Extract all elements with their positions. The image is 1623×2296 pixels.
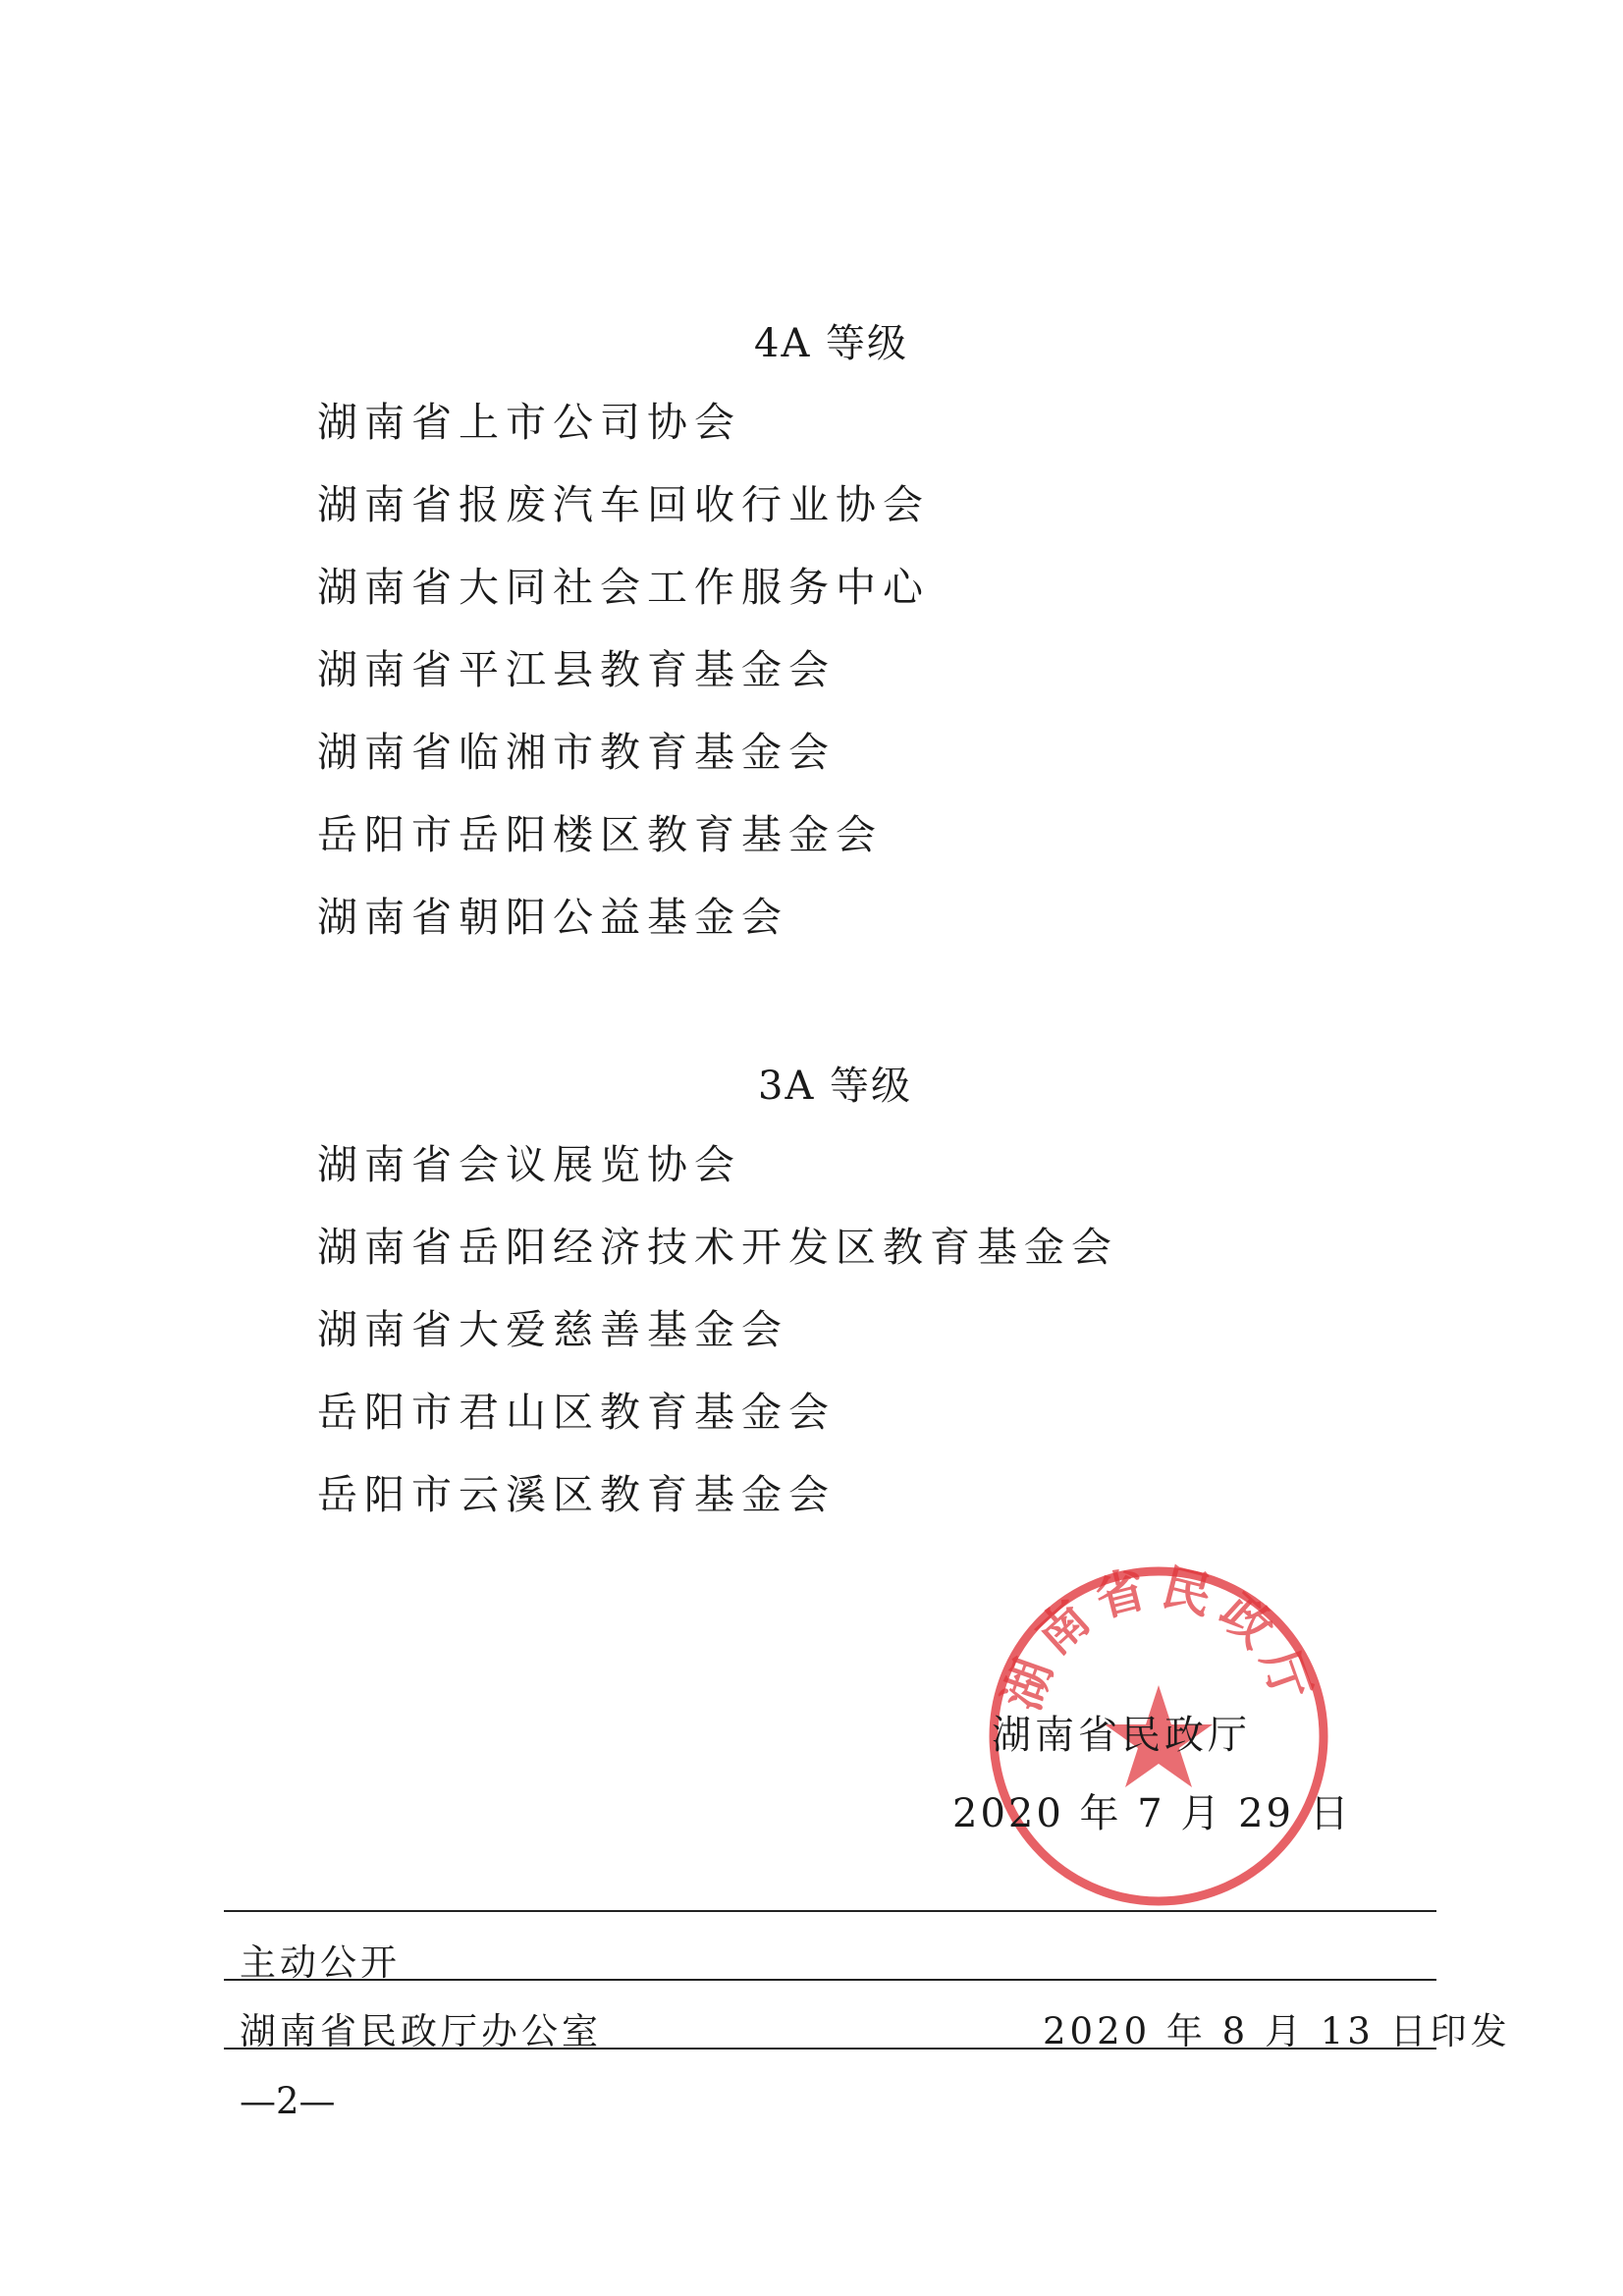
- footer-rule-bottom: [224, 2048, 1436, 2050]
- list-item: 湖南省上市公司协会: [317, 399, 741, 446]
- list-item: 湖南省朝阳公益基金会: [317, 894, 788, 941]
- list-item: 岳阳市君山区教育基金会: [317, 1389, 836, 1436]
- list-item: 湖南省临湘市教育基金会: [317, 729, 836, 776]
- list-item: 湖南省大同社会工作服务中心: [317, 564, 930, 611]
- print-date: 2020 年 8 月 13 日印发: [1043, 2010, 1511, 2052]
- list-4a: [317, 381, 930, 958]
- footer-rule-top: [224, 1910, 1436, 1912]
- list-item: 岳阳市云溪区教育基金会: [317, 1471, 836, 1518]
- list-item: 湖南省大爱慈善基金会: [317, 1306, 788, 1353]
- list-item: 岳阳市岳阳楼区教育基金会: [317, 811, 883, 858]
- footer-rule-middle: [224, 1979, 1436, 1981]
- signature-org: 湖南省民政厅: [992, 1713, 1251, 1758]
- list-item: 湖南省报废汽车回收行业协会: [317, 481, 930, 528]
- list-3a: [317, 1123, 1118, 1536]
- disclosure-label: 主动公开: [240, 1941, 401, 1984]
- page-number: —2—: [240, 2080, 336, 2122]
- issuer-label: 湖南省民政厅办公室: [240, 2010, 602, 2052]
- list-item: 湖南省会议展览协会: [317, 1141, 741, 1188]
- section-heading-4a: 4A 等级: [754, 321, 909, 366]
- section-heading-3a: 3A 等级: [758, 1064, 913, 1109]
- signature-date: 2020 年 7 月 29 日: [952, 1791, 1352, 1836]
- seal-text: 湖南省民政厅: [992, 1559, 1325, 1718]
- list-item: 湖南省平江县教育基金会: [317, 646, 836, 693]
- list-item: 湖南省岳阳经济技术开发区教育基金会: [317, 1224, 1118, 1271]
